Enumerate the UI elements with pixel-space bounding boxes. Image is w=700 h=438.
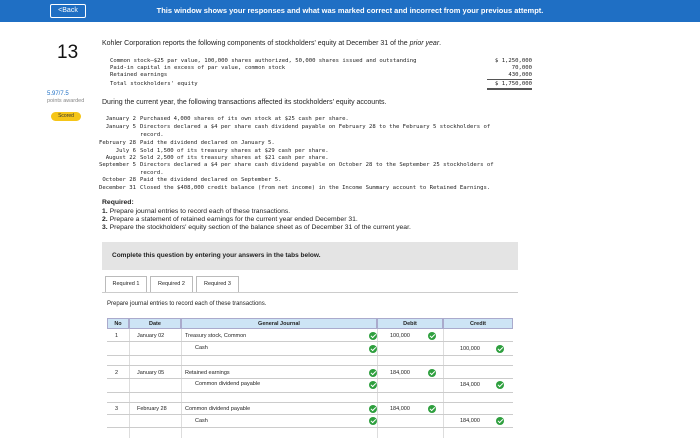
entry-date[interactable]: February 28 [137, 406, 167, 412]
check-icon [369, 332, 377, 340]
check-icon [496, 345, 504, 353]
col-divider [377, 329, 378, 438]
tab-required-3[interactable]: Required 3 [196, 276, 239, 293]
points-label: points awarded [47, 98, 85, 104]
entry-number: 1 [115, 333, 119, 339]
credit-amount[interactable]: 100,000 [460, 346, 480, 352]
debit-account[interactable]: Treasury stock, Common [185, 333, 247, 339]
credit-account[interactable]: Cash [195, 345, 208, 351]
entry-date[interactable]: January 05 [137, 370, 165, 376]
row-divider [107, 392, 513, 393]
required-item: 3. Prepare the stockholders' equity section of the balance sheet as of December 31 of the current year. [102, 224, 411, 231]
entry-date[interactable]: January 02 [137, 333, 165, 339]
check-icon [369, 381, 377, 389]
check-icon [369, 405, 377, 413]
col-header-credit: Credit [443, 318, 513, 329]
check-icon [428, 369, 436, 377]
panel-instruction: Prepare journal entries to record each of these transactions. [107, 301, 267, 307]
total-double-underline [487, 88, 532, 90]
check-icon [496, 381, 504, 389]
debit-amount[interactable]: 184,000 [390, 406, 410, 412]
equity-row: Retained earnings 430,000 [110, 72, 532, 78]
required-item: 1. Prepare journal entries to record each of these transactions. [102, 208, 291, 215]
row-divider [107, 427, 513, 428]
check-icon [428, 332, 436, 340]
col-header-debit: Debit [377, 318, 443, 329]
row-divider [107, 365, 513, 366]
row-divider [107, 414, 513, 415]
tab-required-1[interactable]: Required 1 [105, 276, 147, 293]
instructions-text: Complete this question by entering your answers in the tabs below. [112, 252, 321, 259]
required-1-panel [102, 292, 518, 438]
check-icon [369, 345, 377, 353]
debit-amount[interactable]: 184,000 [390, 370, 410, 376]
attempt-message: This window shows your responses and what was marked correct and incorrect from your previous attempt. [156, 6, 544, 15]
check-icon [369, 369, 377, 377]
check-icon [369, 417, 377, 425]
instructions-box [102, 242, 518, 270]
credit-amount[interactable]: 184,000 [460, 418, 480, 424]
col-header-no: No [107, 318, 129, 329]
col-header-date: Date [129, 318, 181, 329]
check-icon [428, 405, 436, 413]
row-divider [107, 355, 513, 356]
during-text: During the current year, the following transactions affected its stockholders' equity accounts. [102, 99, 387, 106]
points-awarded: 5.97/7.5 [47, 91, 69, 97]
required-item: 2. Prepare a statement of retained earnings for the current year ended December 31. [102, 216, 358, 223]
debit-account[interactable]: Common dividend payable [185, 406, 251, 412]
entry-number: 3 [115, 406, 119, 412]
equity-row: Common stock—$25 par value, 100,000 shares authorized, 50,000 shares issued and outstanding $ 1,250,000 [110, 58, 532, 64]
question-intro: Kohler Corporation reports the following components of stockholders' equity at December 31 of the prior year. [102, 40, 442, 47]
equity-row: Paid-in capital in excess of par value, common stock 70,000 [110, 65, 532, 71]
check-icon [496, 417, 504, 425]
col-header-journal: General Journal [181, 318, 377, 329]
credit-account[interactable]: Common dividend payable [195, 381, 261, 387]
tab-required-2[interactable]: Required 2 [150, 276, 193, 293]
row-divider [107, 378, 513, 379]
equity-total-row: Total stockholders' equity $ 1,750,000 [110, 81, 532, 87]
col-divider [443, 329, 444, 438]
required-title: Required: [102, 199, 134, 206]
debit-account[interactable]: Retained earnings [185, 370, 230, 376]
col-divider [181, 329, 182, 438]
question-number: 13 [57, 42, 79, 63]
col-divider [129, 329, 130, 438]
credit-amount[interactable]: 184,000 [460, 382, 480, 388]
back-button[interactable]: <Back [50, 4, 86, 18]
scored-badge: Scored [51, 112, 81, 121]
debit-amount[interactable]: 100,000 [390, 333, 410, 339]
credit-account[interactable]: Cash [195, 418, 208, 424]
entry-number: 2 [115, 370, 119, 376]
row-divider [107, 402, 513, 403]
top-bar [0, 0, 700, 22]
row-divider [107, 341, 513, 342]
